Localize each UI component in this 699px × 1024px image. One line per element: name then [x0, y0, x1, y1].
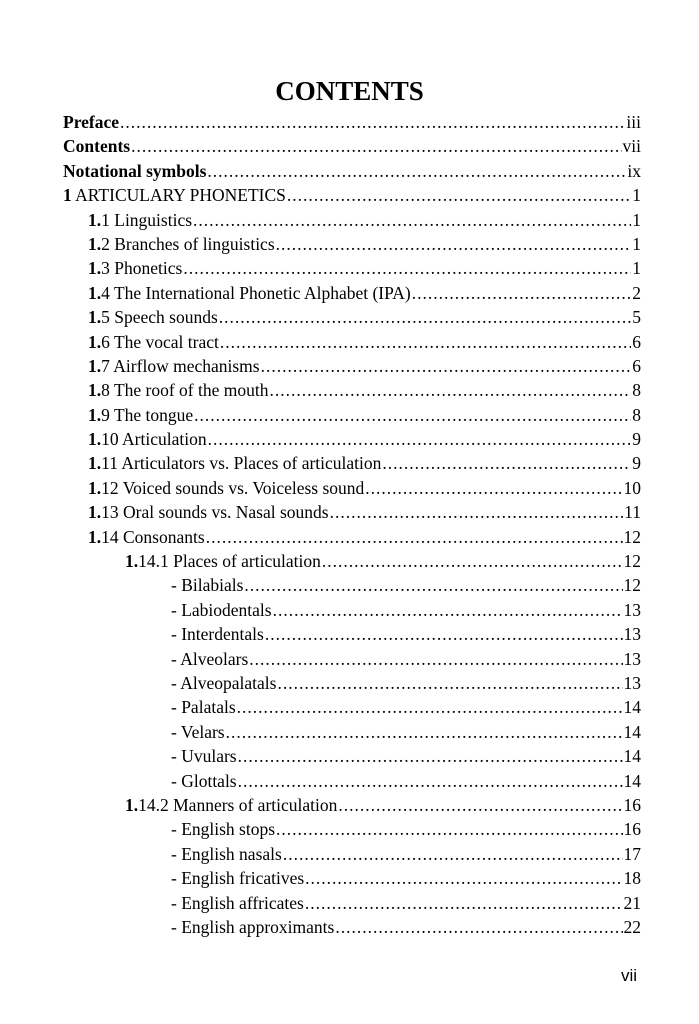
dot-leader	[261, 354, 632, 378]
toc-entry-page: 14	[623, 721, 641, 742]
dot-leader	[120, 110, 625, 134]
toc-entry-number: 1.	[88, 477, 102, 498]
toc-entry-subnumber: 12	[101, 477, 119, 498]
toc-entry-label	[171, 573, 243, 597]
toc-entry-number: 1.	[88, 233, 102, 254]
toc-entry-label	[171, 915, 334, 939]
toc-entry	[63, 305, 641, 329]
toc-entry-label	[171, 695, 236, 719]
dot-leader	[305, 891, 623, 915]
dot-leader	[287, 183, 631, 207]
toc-entry-label	[88, 525, 205, 549]
table-of-contents	[63, 110, 641, 939]
toc-entry-text: - English approximants	[171, 916, 335, 937]
toc-entry-page: 14	[623, 770, 641, 791]
toc-entry	[63, 403, 641, 427]
dot-leader	[183, 256, 631, 280]
toc-entry-label	[171, 598, 272, 622]
toc-entry-label	[88, 305, 218, 329]
toc-entry	[63, 500, 641, 524]
toc-entry-text: - Labiodentals	[171, 599, 272, 620]
toc-entry-text: - English stops	[171, 819, 276, 840]
toc-entry-text: - Interdentals	[171, 624, 264, 645]
toc-entry-label	[63, 110, 119, 134]
toc-entry	[63, 354, 641, 378]
dot-leader	[305, 866, 622, 890]
toc-entry-text: Airflow mechanisms	[113, 355, 260, 376]
toc-entry-page: 14	[623, 697, 641, 718]
toc-entry	[63, 159, 641, 183]
toc-entry-text: Articulators vs. Places of articulation	[121, 453, 382, 474]
toc-entry-label	[171, 866, 304, 890]
dot-leader	[382, 451, 631, 475]
toc-entry-number: 1.	[88, 526, 102, 547]
dot-leader	[322, 549, 623, 573]
dot-leader	[276, 232, 632, 256]
dot-leader	[226, 720, 623, 744]
toc-entry-page: 2	[632, 282, 641, 303]
toc-entry-subnumber: 6	[101, 331, 110, 352]
toc-entry-number: 1.	[88, 429, 102, 450]
toc-entry-page: 5	[632, 307, 641, 328]
toc-entry-page: 12	[623, 526, 641, 547]
toc-entry	[63, 134, 641, 158]
toc-entry-text: The tongue	[113, 404, 194, 425]
toc-entry-number: 1.	[88, 404, 102, 425]
toc-entry-page: 1	[632, 258, 641, 279]
dot-leader	[265, 622, 623, 646]
toc-entry-page: 13	[623, 624, 641, 645]
toc-entry-label	[88, 451, 381, 475]
dot-leader	[207, 159, 626, 183]
toc-entry	[63, 671, 641, 695]
toc-entry-label	[171, 842, 282, 866]
toc-entry-number: 1.	[88, 209, 102, 230]
dot-leader	[244, 573, 622, 597]
toc-entry	[63, 330, 641, 354]
toc-entry-page: 9	[632, 429, 641, 450]
toc-entry-text: Voiced sounds vs. Voiceless sound	[122, 477, 365, 498]
toc-entry-label	[125, 549, 321, 573]
toc-entry-text: Branches of linguistics	[114, 233, 275, 254]
toc-entry	[63, 891, 641, 915]
toc-entry-page: 12	[623, 551, 641, 572]
toc-entry-page: 18	[623, 868, 641, 889]
toc-entry-number: 1.	[88, 331, 102, 352]
toc-entry-label	[88, 281, 411, 305]
toc-entry-label	[63, 183, 286, 207]
toc-entry-page: 8	[632, 380, 641, 401]
toc-entry-text: - Glottals	[171, 770, 237, 791]
toc-entry-text: Oral sounds vs. Nasal sounds	[123, 502, 329, 523]
toc-entry-page: 11	[624, 502, 641, 523]
dot-leader	[208, 427, 632, 451]
toc-entry-page: 21	[623, 892, 641, 913]
toc-entry-label	[125, 793, 337, 817]
toc-entry-text: The International Phonetic Alphabet (IPA)	[113, 282, 411, 303]
toc-entry-subnumber: 1	[101, 209, 110, 230]
toc-entry	[63, 281, 641, 305]
toc-entry-page: 17	[623, 843, 641, 864]
toc-entry-text: - Velars	[171, 721, 225, 742]
toc-entry-text: - Alveolars	[171, 648, 249, 669]
dot-leader	[238, 744, 623, 768]
dot-leader	[238, 769, 623, 793]
toc-entry-text: Linguistics	[114, 209, 193, 230]
toc-entry	[63, 647, 641, 671]
dot-leader	[206, 525, 623, 549]
toc-entry	[63, 866, 641, 890]
toc-entry	[63, 769, 641, 793]
toc-entry-number: 1.	[125, 551, 139, 572]
toc-entry-label	[171, 622, 264, 646]
toc-entry-number: 1.	[125, 794, 139, 815]
toc-entry	[63, 110, 641, 134]
toc-entry-text: Articulation	[122, 429, 207, 450]
toc-entry	[63, 598, 641, 622]
dot-leader	[338, 793, 622, 817]
toc-entry	[63, 232, 641, 256]
toc-entry	[63, 256, 641, 280]
toc-entry-text: - English affricates	[171, 892, 304, 913]
toc-entry-label	[171, 817, 275, 841]
dot-leader	[273, 598, 623, 622]
toc-entry-text: Places of articulation	[173, 551, 321, 572]
dot-leader	[412, 281, 632, 305]
toc-entry	[63, 817, 641, 841]
toc-entry-page: 12	[623, 575, 641, 596]
toc-entry-page: 1	[632, 233, 641, 254]
toc-entry-label	[88, 232, 275, 256]
toc-entry-label	[171, 769, 237, 793]
toc-entry-text: The vocal tract	[113, 331, 219, 352]
toc-entry-page: 1	[632, 209, 641, 230]
toc-entry-page: 13	[623, 648, 641, 669]
toc-entry	[63, 622, 641, 646]
dot-leader	[269, 378, 631, 402]
toc-entry	[63, 476, 641, 500]
toc-entry-text: Speech sounds	[114, 307, 218, 328]
toc-entry-subnumber: 2	[101, 233, 110, 254]
toc-entry	[63, 525, 641, 549]
dot-leader	[335, 915, 622, 939]
toc-entry-text: Consonants	[123, 526, 205, 547]
toc-entry-text: ARTICULARY PHONETICS	[75, 185, 286, 206]
toc-entry-label	[63, 159, 206, 183]
dot-leader	[249, 647, 622, 671]
toc-entry-text: Preface	[63, 112, 120, 132]
toc-entry-label	[88, 476, 364, 500]
dot-leader	[277, 671, 622, 695]
toc-entry-subnumber: 14.1	[138, 551, 169, 572]
dot-leader	[131, 134, 621, 158]
toc-entry-subnumber: 10	[101, 429, 119, 450]
toc-entry-subnumber: 7	[101, 355, 110, 376]
toc-entry-label	[171, 671, 276, 695]
toc-entry-subnumber: 4	[101, 282, 110, 303]
toc-entry	[63, 549, 641, 573]
toc-entry-subnumber: 13	[101, 502, 119, 523]
toc-entry	[63, 208, 641, 232]
dot-leader	[193, 208, 631, 232]
toc-entry-page: 22	[623, 916, 641, 937]
toc-entry-subnumber: 9	[101, 404, 110, 425]
toc-entry-page: 14	[623, 746, 641, 767]
toc-entry	[63, 573, 641, 597]
toc-entry-label	[171, 647, 248, 671]
toc-entry-label	[171, 891, 304, 915]
toc-entry-page: 6	[632, 331, 641, 352]
toc-entry-subnumber: 5	[101, 307, 110, 328]
dot-leader	[283, 842, 623, 866]
toc-entry-page: 10	[623, 477, 641, 498]
dot-leader	[194, 403, 631, 427]
toc-entry-page: 13	[623, 599, 641, 620]
toc-entry-subnumber: 3	[101, 258, 110, 279]
dot-leader	[219, 305, 631, 329]
toc-entry-number: 1.	[88, 258, 102, 279]
toc-entry-page: 6	[632, 355, 641, 376]
dot-leader	[237, 695, 623, 719]
toc-entry-label	[88, 256, 182, 280]
toc-entry-label	[88, 330, 219, 354]
dot-leader	[330, 500, 624, 524]
toc-entry-number: 1.	[88, 502, 102, 523]
toc-entry-label	[88, 354, 260, 378]
toc-entry-number: 1.	[88, 307, 102, 328]
toc-entry-number: 1.	[88, 282, 102, 303]
toc-entry-text: - Palatals	[171, 697, 236, 718]
toc-entry-page: 1	[632, 185, 641, 206]
toc-entry-subnumber: 8	[101, 380, 110, 401]
toc-entry	[63, 695, 641, 719]
toc-entry-page: 16	[623, 794, 641, 815]
toc-entry-text: - Uvulars	[171, 746, 237, 767]
toc-entry-text: Phonetics	[114, 258, 183, 279]
toc-entry-label	[63, 134, 130, 158]
toc-entry-page: 16	[623, 819, 641, 840]
toc-entry-number: 1.	[88, 355, 102, 376]
toc-entry-label	[171, 720, 225, 744]
toc-entry-label	[88, 403, 193, 427]
toc-entry-label	[88, 378, 268, 402]
toc-entry-page: vii	[622, 136, 641, 157]
toc-entry-label	[171, 744, 237, 768]
toc-entry-page: 13	[623, 672, 641, 693]
toc-entry-page: 8	[632, 404, 641, 425]
dot-leader	[365, 476, 622, 500]
toc-entry-page: 9	[632, 453, 641, 474]
page-title: CONTENTS	[275, 76, 424, 106]
toc-entry-number: 1.	[88, 453, 102, 474]
toc-entry-text: - Alveopalatals	[171, 672, 277, 693]
toc-entry-text: - English fricatives	[171, 868, 305, 889]
toc-entry-label	[88, 208, 192, 232]
toc-entry	[63, 793, 641, 817]
dot-leader	[276, 817, 622, 841]
toc-entry-text: Contents	[63, 136, 131, 157]
toc-entry	[63, 720, 641, 744]
toc-entry	[63, 744, 641, 768]
toc-entry	[63, 915, 641, 939]
toc-entry-number: 1.	[88, 380, 102, 401]
toc-entry	[63, 842, 641, 866]
toc-entry	[63, 451, 641, 475]
toc-entry-page: ix	[627, 160, 641, 181]
page-number: vii	[620, 966, 637, 985]
toc-entry	[63, 183, 641, 207]
toc-entry-label	[88, 427, 207, 451]
toc-entry-text: Notational symbols	[63, 160, 207, 181]
toc-entry	[63, 378, 641, 402]
toc-entry-number: 1	[63, 185, 72, 206]
toc-entry-page: iii	[626, 112, 641, 132]
toc-entry-text: Manners of articulation	[173, 794, 338, 815]
dot-leader	[220, 330, 631, 354]
toc-entry-label	[88, 500, 329, 524]
toc-entry-subnumber: 11	[101, 453, 118, 474]
toc-entry-text: The roof of the mouth	[113, 380, 269, 401]
toc-entry	[63, 427, 641, 451]
toc-entry-text: - English nasals	[171, 843, 282, 864]
toc-entry-subnumber: 14.2	[138, 794, 169, 815]
toc-entry-text: - Bilabials	[171, 575, 244, 596]
toc-entry-subnumber: 14	[101, 526, 119, 547]
